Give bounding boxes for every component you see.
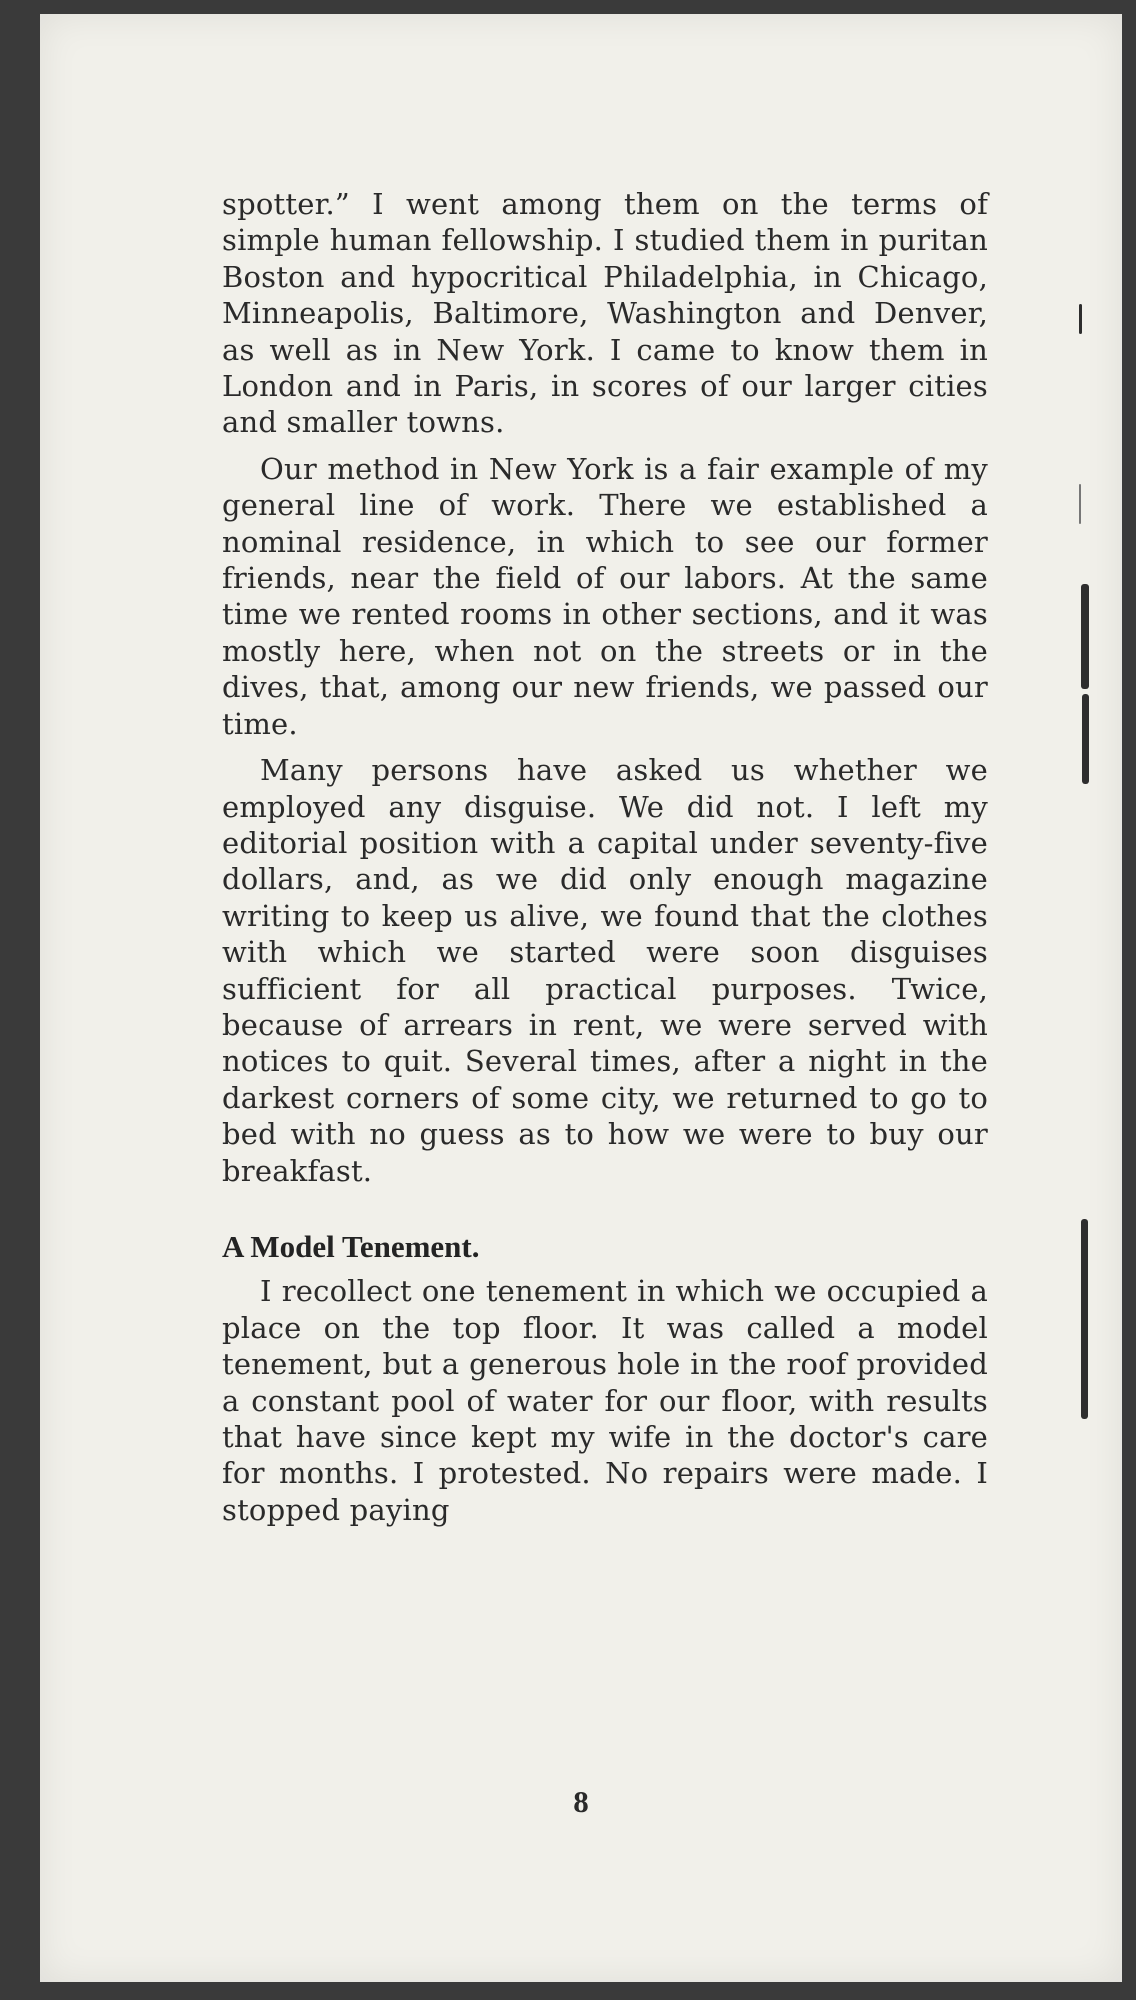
- binding-mark: [1079, 484, 1081, 524]
- paragraph-2: Our method in New York is a fair example of my general line of work. There we established a nominal residence, in which to see our former friends, near the field of our labors. At the same time we rented rooms in other sections, and it was mostly here, when not on the streets or in the dives, that, among our new friends, we passed our time.: [222, 451, 988, 741]
- book-page: [40, 14, 1122, 1982]
- binding-mark: [1079, 304, 1082, 334]
- text-column: [222, 186, 988, 1538]
- paragraph-4: I recollect one tenement in which we occupied a place on the top floor. It was called a model tenement, but a generous hole in the roof provided a constant pool of water for our floor, with results that have since kept my wife in the doctor's care for months. I protested. No repairs were made. I stopped paying: [222, 1274, 988, 1527]
- binding-mark: [1082, 694, 1089, 784]
- page-number: 8: [573, 1784, 589, 1819]
- section-heading: A Model Tenement.: [222, 1228, 480, 1264]
- paragraph-1: spotter.” I went among them on the terms of simple human fellowship. I studied them in puritan Boston and hypocritical Philadelphia, in Chicago, Minneapolis, Baltimore, Washington and Denver, as well as in New York. I came to know them in London and in Paris, in scores of our larger cities and smaller towns.: [222, 187, 988, 440]
- paragraph-3: Many persons have asked us whether we employed any disguise. We did not. I left my editorial position with a capital under seventy-five dollars, and, as we did only enough magazine writing to keep us alive, we found that the clothes with which we started were soon disguises sufficient for all practical purposes. Twice, because of arrears in rent, we were served with notices to quit. Several times, after a night in the darkest corners of some city, we returned to go to bed with no guess as to how we were to buy our breakfast.: [222, 753, 988, 1188]
- binding-mark: [1081, 584, 1089, 689]
- binding-mark: [1081, 1219, 1088, 1419]
